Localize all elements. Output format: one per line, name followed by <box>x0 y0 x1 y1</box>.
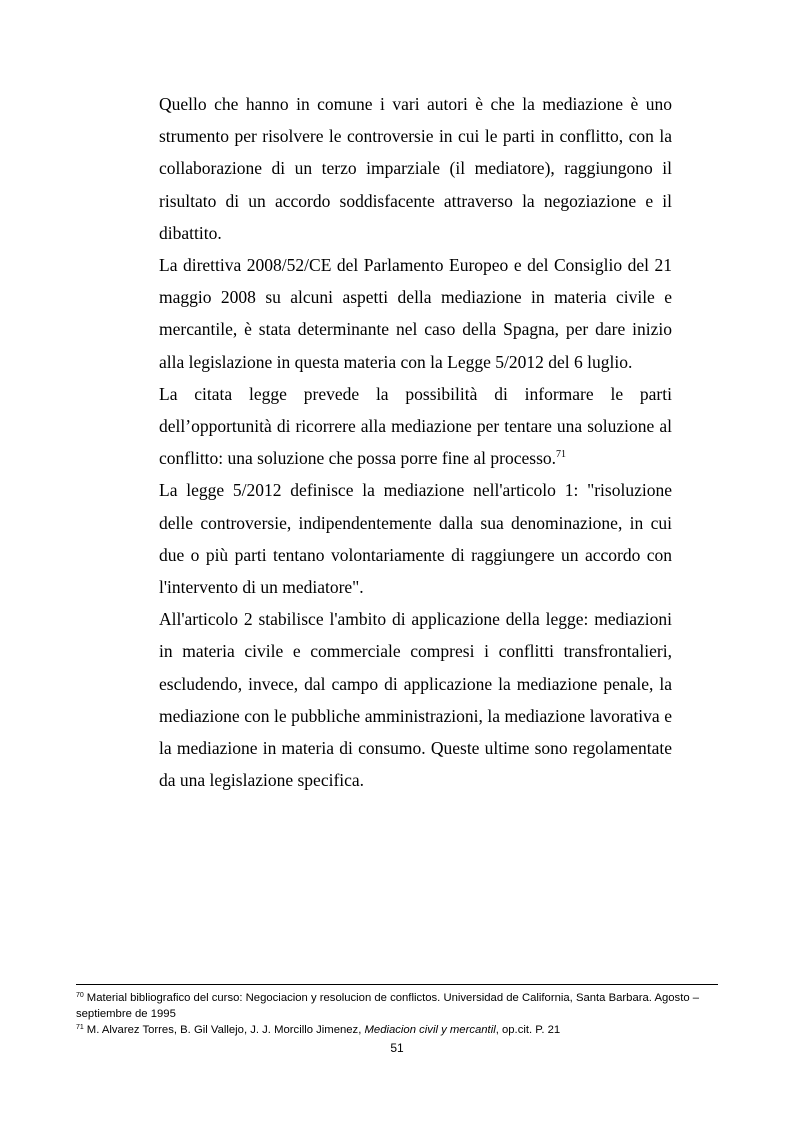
paragraph-article-1 <box>159 474 672 603</box>
paragraph-text: La citata legge prevede la possibilità di informare le parti dell’opportunità di ricorrere alla mediazione per tentare una soluzione al conflitto: una soluzione che possa porre fine al processo. <box>159 383 672 469</box>
footnote-70 <box>76 990 718 1022</box>
footnote-number: 70 <box>76 992 84 999</box>
paragraph-article-2 <box>159 603 672 796</box>
footnote-separator <box>76 984 718 985</box>
footnote-authors: M. Alvarez Torres, B. Gil Vallejo, J. J. Morcillo Jimenez, <box>86 1024 365 1036</box>
footnote-book-title: Mediacion civil y mercantil <box>364 1024 496 1036</box>
footnote-citation: , op.cit. P. 21 <box>495 1024 561 1036</box>
paragraph-cited-law <box>159 378 672 475</box>
body-text <box>159 88 672 796</box>
paragraph-eu-directive <box>159 249 672 378</box>
paragraph-common-definition <box>159 88 672 249</box>
footnote-reference-71[interactable]: 71 <box>556 449 567 461</box>
paragraph-text: Quello che hanno in comune i vari autori è che la mediazione è uno strumento per risolvere le controversie in cui le parti in conflitto, con la collaborazione di un terzo imparziale (il mediatore), raggiungono il risultato di un accordo soddisfacente attraverso la negoziazione e il dibattito. <box>159 94 672 243</box>
footnote-number: 71 <box>76 1024 84 1031</box>
paragraph-text: La legge 5/2012 definisce la mediazione nell'articolo 1: "risoluzione delle controversie, indipendentemente dalla sua denominazione, in cui due o più parti tentano volontariamente di raggiungere un accordo con l'intervento di un mediatore". <box>159 480 672 598</box>
footnotes <box>76 990 718 1038</box>
paragraph-text: La direttiva 2008/52/CE del Parlamento Europeo e del Consiglio del 21 maggio 2008 su alcuni aspetti della mediazione in materia civile e mercantile, è stata determinante nel caso della Spagna, per dare inizio alla legislazione in questa materia con la Legge 5/2012 del 6 luglio. <box>159 255 672 372</box>
paragraph-text: All'articolo 2 stabilisce l'ambito di applicazione della legge: mediazioni in materia civile e commerciale compresi i conflitti transfrontalieri, escludendo, invece, dal campo di applicazione la mediazione penale, la mediazione con le pubbliche amministrazioni, la mediazione lavorativa e la mediazione in materia di consumo. Queste ultime sono regolamentate da una legislazione specifica. <box>159 609 672 791</box>
page-number: 51 <box>390 1041 404 1055</box>
footnote-text: Material bibliografico del curso: Negociacion y resolucion de conflictos. Universidad de California, Santa Barbara. Agosto – septiembre de 1995 <box>76 992 700 1020</box>
footnote-71 <box>76 1022 718 1038</box>
